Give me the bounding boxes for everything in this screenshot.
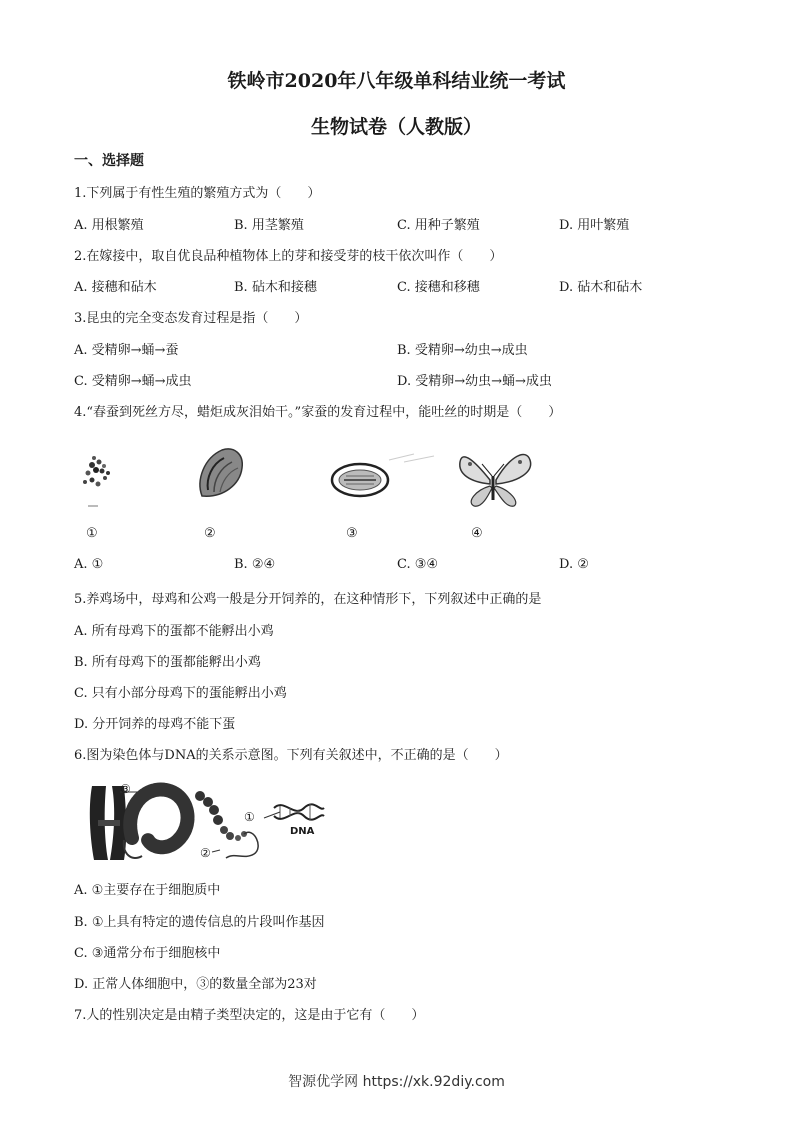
q1-option-c: C. 用种子繁殖 bbox=[397, 218, 480, 233]
q6-figure-label-3: ③ bbox=[120, 782, 131, 796]
q3-option-c: C. 受精卵→蛹→成虫 bbox=[74, 374, 192, 389]
q1-option-a: A. 用根繁殖 bbox=[74, 218, 144, 233]
exam-title: 铁岭市2020年八年级单科结业统一考试 bbox=[227, 70, 566, 92]
dna-helix-image bbox=[264, 804, 324, 820]
q5-option-d: D. 分开饲养的母鸡不能下蛋 bbox=[74, 717, 236, 732]
silkworm-pupa-image bbox=[332, 454, 434, 496]
q6-option-a: A. ①主要存在于细胞质中 bbox=[74, 883, 221, 898]
q5-option-b: B. 所有母鸡下的蛋都能孵出小鸡 bbox=[74, 655, 261, 670]
q2-option-d: D. 砧木和砧木 bbox=[559, 280, 643, 295]
exam-subtitle: 生物试卷（人教版） bbox=[310, 116, 482, 138]
question-5-stem: 5.养鸡场中，母鸡和公鸡一般是分开饲养的，在这种情形下，下列叙述中正确的是 bbox=[74, 592, 542, 607]
q2-option-c: C. 接穗和移穗 bbox=[397, 280, 480, 295]
q3-option-d: D. 受精卵→幼虫→蛹→成虫 bbox=[397, 374, 552, 389]
q2-option-b: B. 砧木和接穗 bbox=[234, 280, 317, 295]
silkworm-stages-figure bbox=[74, 440, 544, 530]
question-4-stem: 4.“春蚕到死丝方尽，蜡炬成灰泪始干。”家蚕的发育过程中，能吐丝的时期是（ ） bbox=[74, 405, 562, 420]
q4-option-c: C. ③④ bbox=[397, 557, 439, 572]
q5-option-c: C. 只有小部分母鸡下的蛋能孵出小鸡 bbox=[74, 686, 287, 701]
silkworm-larva-image bbox=[200, 449, 242, 496]
page-footer: 智源优学网 https://xk.92diy.com bbox=[288, 1074, 505, 1090]
q6-option-c: C. ③通常分布于细胞核中 bbox=[74, 946, 221, 961]
q5-option-a: A. 所有母鸡下的蛋都不能孵出小鸡 bbox=[74, 624, 274, 639]
q4-option-a: A. ① bbox=[74, 557, 104, 572]
q4-figure-label-1: ① bbox=[86, 526, 98, 541]
q6-option-d: D. 正常人体细胞中，③的数量全部为23对 bbox=[74, 977, 317, 992]
q3-option-a: A. 受精卵→蛹→蚕 bbox=[74, 343, 179, 358]
silkworm-eggs-image bbox=[83, 456, 110, 506]
q4-figure-label-4: ④ bbox=[471, 526, 483, 541]
q4-option-b: B. ②④ bbox=[234, 557, 276, 572]
q6-figure-label-dna: DNA bbox=[290, 826, 315, 837]
q1-option-d: D. 用叶繁殖 bbox=[559, 218, 630, 233]
q4-figure-label-2: ② bbox=[204, 526, 216, 541]
chromosome-image bbox=[90, 786, 126, 860]
chromatin-coil-image bbox=[124, 790, 188, 858]
silkworm-moth-image bbox=[460, 454, 531, 506]
q6-figure-label-2: ② bbox=[200, 846, 211, 860]
question-7-stem: 7.人的性别决定是由精子类型决定的，这是由于它有（ ） bbox=[74, 1008, 425, 1023]
question-3-stem: 3.昆虫的完全变态发育过程是指（ ） bbox=[74, 311, 308, 326]
question-1-stem: 1.下列属于有性生殖的繁殖方式为（ ） bbox=[74, 186, 321, 201]
q2-option-a: A. 接穗和砧木 bbox=[74, 280, 157, 295]
q6-option-b: B. ①上具有特定的遗传信息的片段叫作基因 bbox=[74, 915, 325, 930]
q3-option-b: B. 受精卵→幼虫→成虫 bbox=[397, 343, 528, 358]
section-heading: 一、选择题 bbox=[74, 153, 144, 169]
q4-figure-label-3: ③ bbox=[346, 526, 358, 541]
question-2-stem: 2.在嫁接中，取自优良品种植物体上的芽和接受芽的枝干依次叫作（ ） bbox=[74, 249, 503, 264]
q4-option-d: D. ② bbox=[559, 557, 589, 572]
q1-option-b: B. 用茎繁殖 bbox=[234, 218, 304, 233]
q6-figure-label-1: ① bbox=[244, 810, 255, 824]
question-6-stem: 6.图为染色体与DNA的关系示意图。下列有关叙述中，不正确的是（ ） bbox=[74, 748, 508, 763]
